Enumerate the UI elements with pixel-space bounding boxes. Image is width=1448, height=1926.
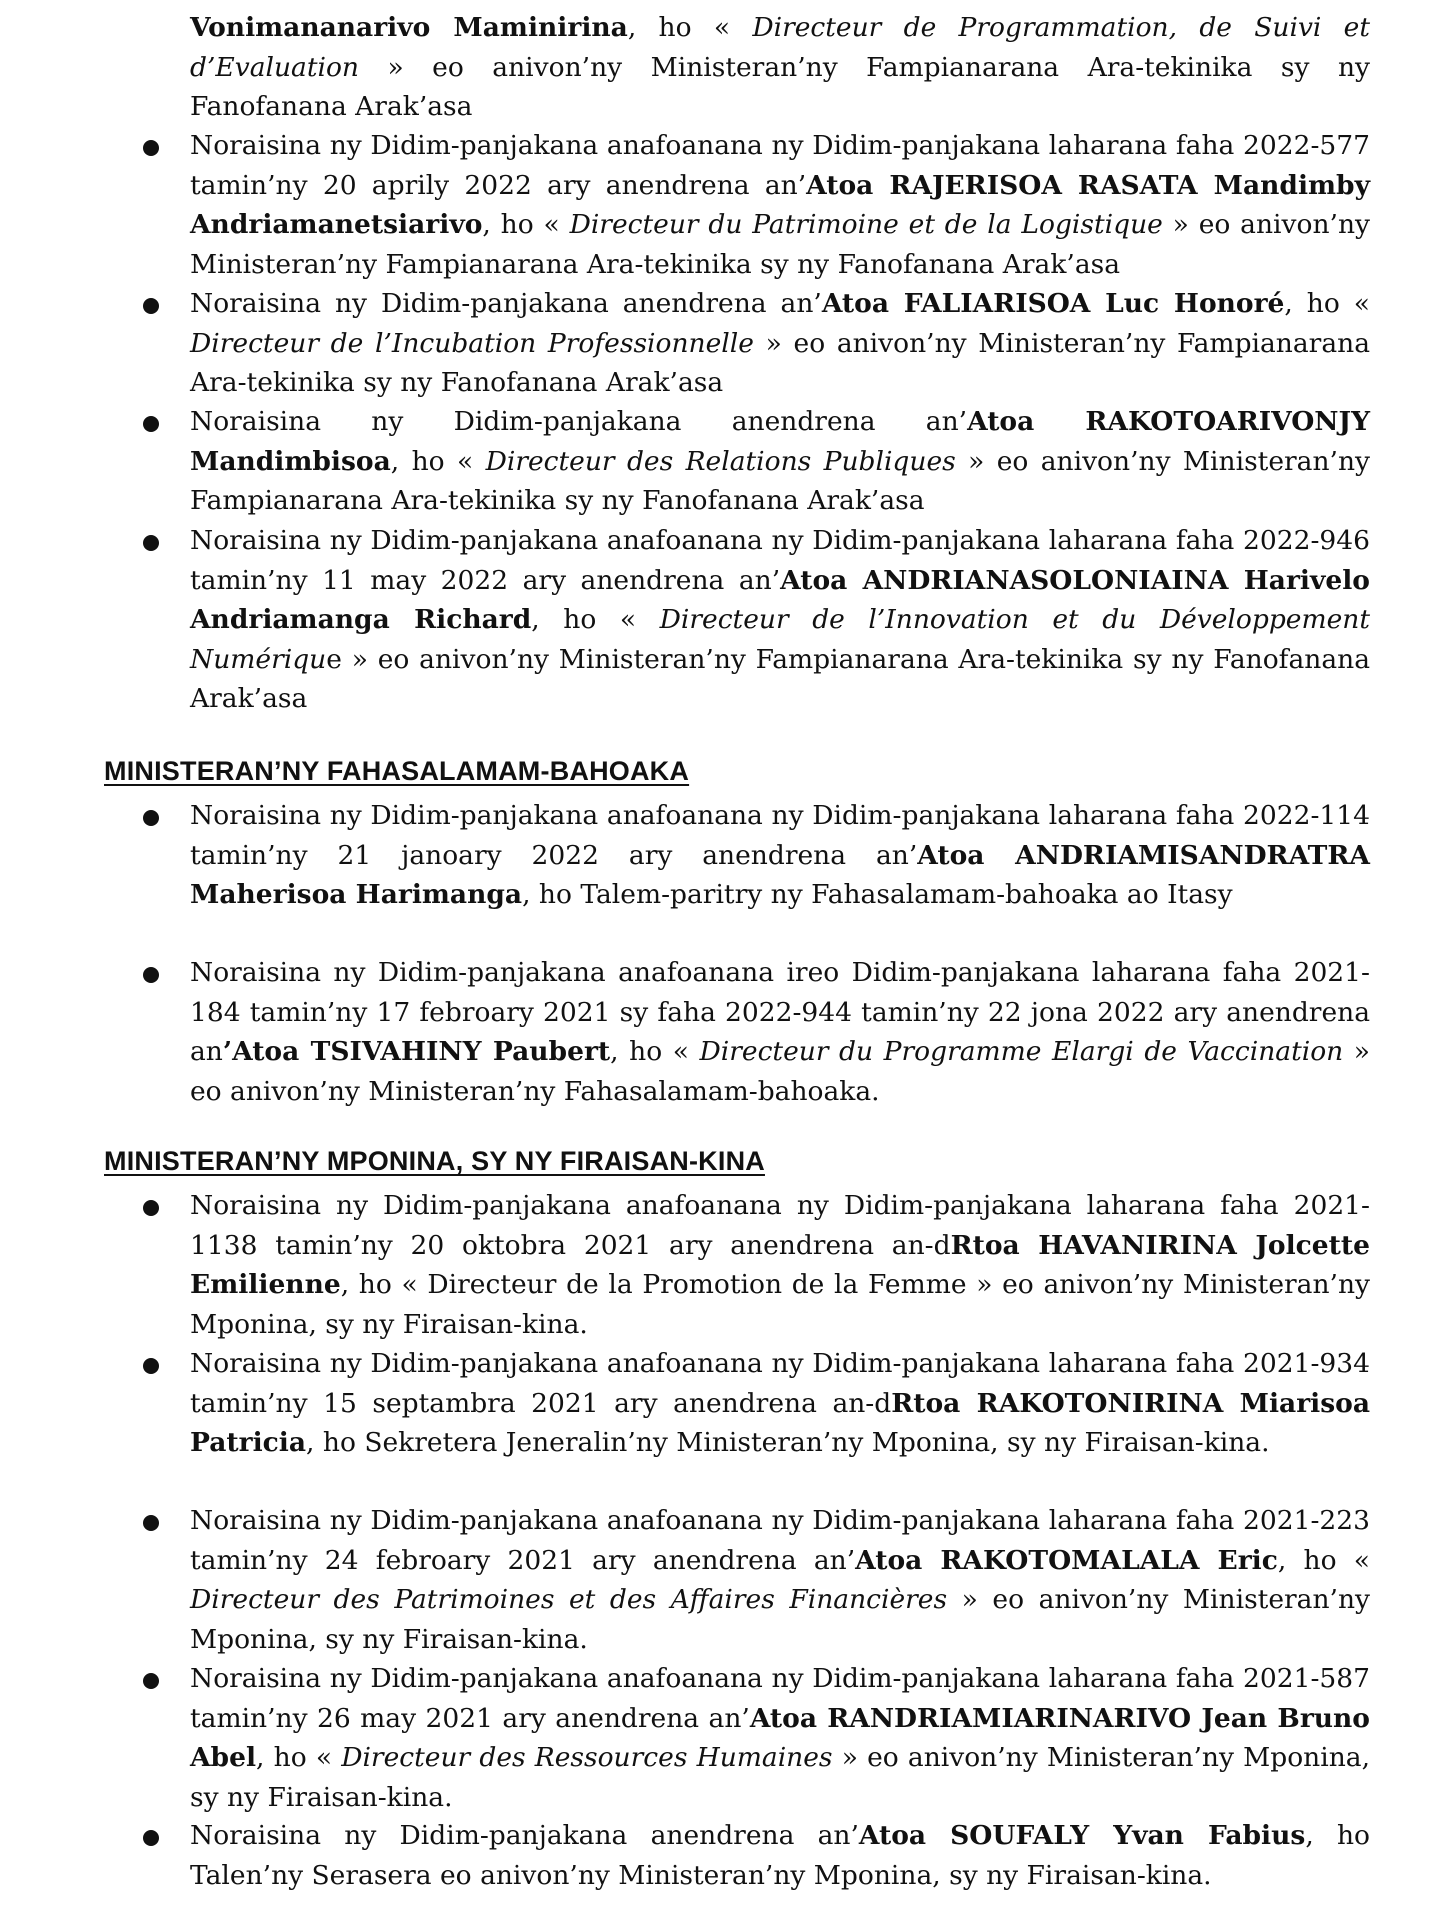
- body-text: Noraisina ny Didim-panjakana anendrena an’: [190, 406, 968, 437]
- body-text: , ho «: [482, 209, 570, 240]
- body-text: » eo anivon’ny Ministeran’ny Fampianarana Ara-tekinika sy ny Fanofanana Arak’asa: [190, 209, 1370, 280]
- bullet: [143, 1830, 159, 1846]
- position-title: Directeur de Programmation, de Suivi et d’Evaluation: [190, 12, 1371, 83]
- appointee-name: Atoa RAKOTOARIVONJY Mandimbisoa: [190, 406, 1370, 477]
- body-text: » eo anivon’ny Ministeran’ny Mponina, sy ny Firaisan-kina.: [190, 1584, 1370, 1655]
- position-title: Directeur de l’Incubation Professionnelle: [190, 327, 754, 359]
- bullet: [143, 1515, 159, 1531]
- body-text: , ho Talem-paritry ny Fahasalamam-bahoaka ao Itasy: [522, 879, 1233, 910]
- bullet: [143, 1200, 159, 1216]
- body-text: Noraisina ny Didim-panjakana anafoanana ny Didim-panjakana laharana faha 2021-934 tamin’ny 15 septambra 2021 ary anendrena an-d: [190, 1348, 1370, 1419]
- appointment-paragraph: [190, 1816, 1370, 1895]
- appointment-paragraph: [190, 284, 1370, 403]
- position-title: Directeur des Ressources Humaines: [341, 1742, 833, 1773]
- appointee-name: Atoa RAJERISOA RASATA Mandimby Andriamanetsiarivo: [190, 169, 1370, 240]
- body-text: , ho «: [1277, 1544, 1370, 1576]
- body-text: » eo anivon’ny Ministeran’ny Fampianarana Ara-tekinika sy ny Fanofanana Arak’asa: [190, 51, 1370, 122]
- body-text: , ho «: [1284, 288, 1371, 319]
- body-text: » eo anivon’ny Ministeran’ny Mponina, sy ny Firaisan-kina.: [190, 1742, 1370, 1813]
- body-text: Noraisina ny Didim-panjakana anafoanana ny Didim-panjakana laharana faha 2021-223 tamin’ny 24 febroary 2021 ary anendrena an’: [190, 1505, 1370, 1576]
- appointee-name: Rtoa RAKOTONIRINA Miarisoa Patricia: [190, 1387, 1370, 1458]
- body-text: , ho Sekretera Jeneralin’ny Ministeran’ny Mponina, sy ny Firaisan-kina.: [306, 1427, 1270, 1458]
- section-heading-population: MINISTERAN’NY MPONINA, SY NY FIRAISAN-KINA: [104, 1146, 765, 1176]
- body-text: Noraisina ny Didim-panjakana anafoanana ny Didim-panjakana laharana faha 2021-1138 tamin’ny 20 oktobra 2021 ary anendrena an-d: [190, 1190, 1370, 1261]
- appointee-name: Atoa SOUFALY Yvan Fabius: [858, 1820, 1306, 1851]
- appointee-name: Atoa RAKOTOMALALA Eric: [855, 1544, 1278, 1576]
- body-text: » eo anivon’ny Ministeran’ny Fampianarana Ara-tekinika sy ny Fanofanana Arak’asa: [190, 327, 1371, 398]
- bullet: [143, 810, 159, 826]
- appointment-paragraph: [190, 521, 1370, 719]
- body-text: Noraisina ny Didim-panjakana anafoanana ny Didim-panjakana laharana faha 2022-946 tamin’ny 11 may 2022 ary anendrena an’: [190, 525, 1370, 596]
- bullet: [143, 140, 159, 156]
- appointment-paragraph: [190, 796, 1370, 915]
- section-heading-health: MINISTERAN’NY FAHASALAMAM-BAHOAKA: [104, 756, 690, 786]
- body-text: , ho «: [256, 1742, 342, 1773]
- body-text: , ho Talen’ny Serasera eo anivon’ny Ministeran’ny Mponina, sy ny Firaisan-kina.: [190, 1820, 1370, 1891]
- bullet: [143, 298, 159, 314]
- body-text: , ho «: [390, 445, 486, 477]
- appointee-name: Atoa ANDRIAMISANDRATRA Maherisoa Harimanga: [190, 839, 1370, 910]
- appointment-paragraph: [190, 1501, 1370, 1659]
- bullet: [143, 1358, 159, 1374]
- appointment-paragraph: [190, 1344, 1370, 1463]
- body-text: Noraisina ny Didim-panjakana anafoanana ny Didim-panjakana laharana faha 2022-114 tamin’ny 21 janoary 2022 ary anendrena an’: [190, 800, 1370, 871]
- position-title: Directeur des Relations Publiques: [485, 445, 956, 477]
- bullet: [143, 1673, 159, 1689]
- appointee-name: Atoa RANDRIAMIARINARIVO Jean Bruno Abel: [190, 1702, 1370, 1773]
- body-text: » eo anivon’ny Ministeran’ny Fahasalamam-bahoaka.: [190, 1036, 1370, 1107]
- body-text: , ho «: [627, 12, 753, 43]
- position-title: Directeur des Patrimoines et des Affaires Financières: [190, 1584, 948, 1615]
- body-text: Noraisina ny Didim-panjakana anendrena an’: [190, 1820, 859, 1851]
- appointment-paragraph: [190, 953, 1370, 1111]
- body-text: e » eo anivon’ny Ministeran’ny Fampianarana Ara-tekinika sy ny Fanofanana Arak’asa: [190, 643, 1370, 714]
- body-text: Noraisina ny Didim-panjakana anafoanana ny Didim-panjakana laharana faha 2021-587 tamin’ny 26 may 2021 ary anendrena an’: [190, 1663, 1370, 1734]
- appointment-paragraph: [190, 8, 1370, 127]
- appointment-paragraph: [190, 1659, 1370, 1817]
- body-text: , ho « Directeur de la Promotion de la Femme » eo anivon’ny Ministeran’ny Mponina, sy ny Firaisan-kina.: [190, 1269, 1370, 1340]
- appointee-name: Vonimananarivo Maminirina: [190, 12, 628, 43]
- appointee-name: Rtoa HAVANIRINA Jolcette Emilienne: [190, 1229, 1370, 1300]
- bullet: [143, 535, 159, 551]
- body-text: , ho «: [531, 604, 660, 635]
- body-text: Noraisina ny Didim-panjakana anafoanana ireo Didim-panjakana laharana faha 2021-184 tamin’ny 17 febroary 2021 sy faha 2022-944 tamin’ny 22 jona 2022 ary anendrena an: [190, 957, 1370, 1067]
- position-title: Directeur de l’Innovation et du Développement Numériqu: [190, 604, 1370, 675]
- appointment-paragraph: [190, 1186, 1370, 1344]
- appointee-name: ’Atoa TSIVAHINY Paubert: [222, 1036, 611, 1067]
- position-title: Directeur du Patrimoine et de la Logistique: [569, 209, 1163, 240]
- body-text: Noraisina ny Didim-panjakana anafoanana ny Didim-panjakana laharana faha 2022-577 tamin’ny 20 aprily 2022 ary anendrena an’: [190, 130, 1370, 201]
- appointment-paragraph: [190, 402, 1370, 521]
- appointee-name: Atoa FALIARISOA Luc Honoré: [821, 288, 1285, 319]
- body-text: Noraisina ny Didim-panjakana anendrena an’: [190, 288, 822, 319]
- bullet: [143, 416, 159, 432]
- bullet: [143, 967, 159, 983]
- appointee-name: Atoa ANDRIANASOLONIAINA Harivelo Andriamanga Richard: [190, 564, 1370, 635]
- appointment-paragraph: [190, 126, 1370, 284]
- position-title: Directeur du Programme Elargi de Vaccination: [699, 1036, 1344, 1067]
- body-text: » eo anivon’ny Ministeran’ny Fampianarana Ara-tekinika sy ny Fanofanana Arak’asa: [190, 445, 1370, 516]
- body-text: , ho «: [610, 1036, 700, 1067]
